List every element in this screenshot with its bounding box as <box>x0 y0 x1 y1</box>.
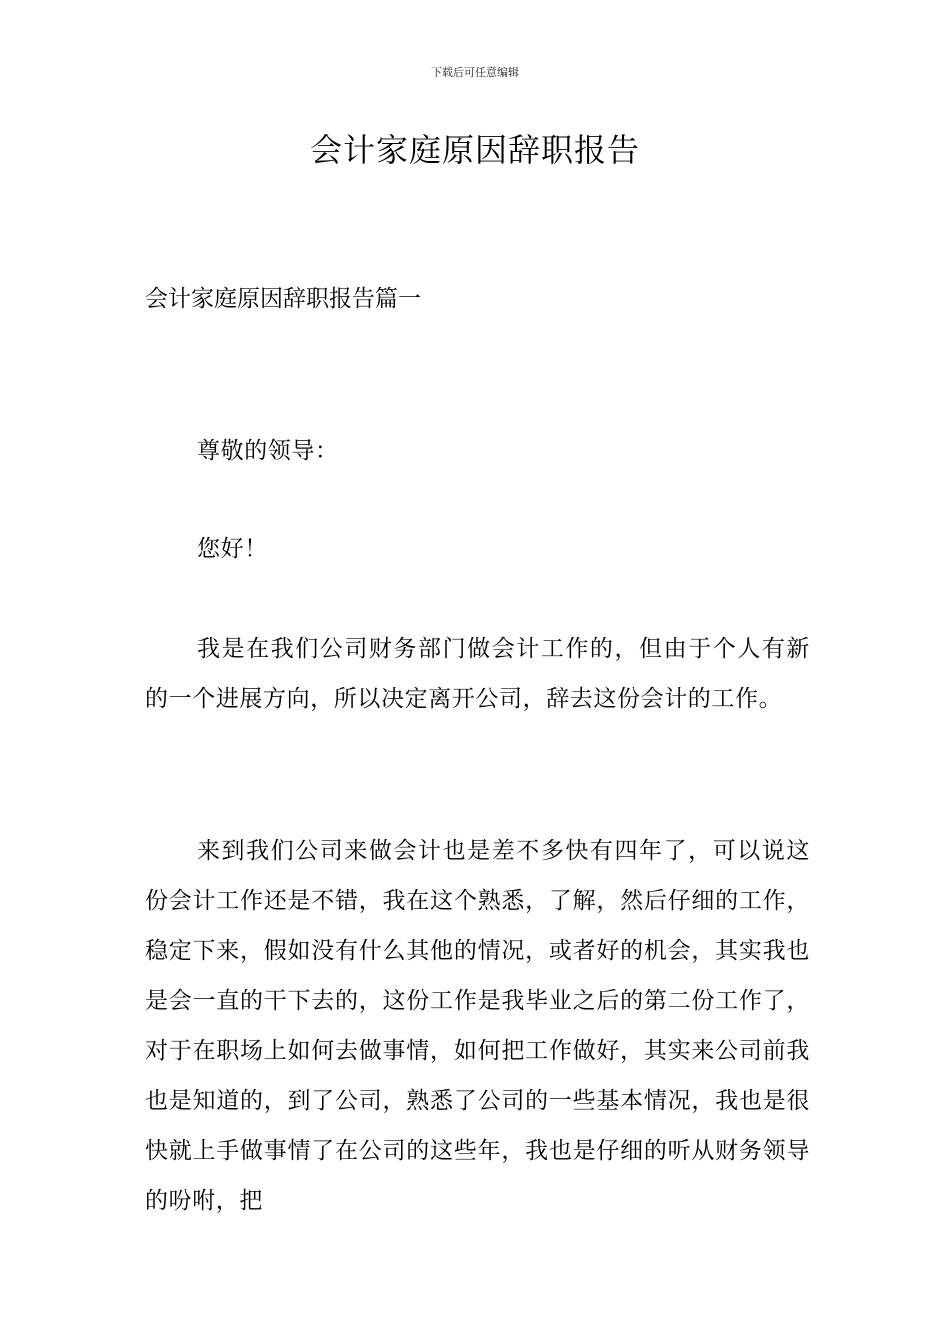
body-paragraph-2: 来到我们公司来做会计也是差不多快有四年了，可以说这份会计工作还是不错，我在这个熟悉，了解，然后仔细的工作，稳定下来，假如没有什么其他的情况，或者好的机会，其实我也是会一直的干下去的，这份工作是我毕业之后的第二份工作了，对于在职场上如何去做事情，如何把工作做好，其实来公司前我也是知道的，到了公司，熟悉了公司的一些基本情况，我也是很快就上手做事情了在公司的这些年，我也是仔细的听从财务领导的吩咐，把 <box>145 838 810 1214</box>
section-heading: 会计家庭原因辞职报告篇一 <box>145 286 421 312</box>
greeting: 您好！ <box>197 536 268 562</box>
header-note: 下载后可任意编辑 <box>431 66 519 79</box>
body-paragraph-1: 我是在我们公司财务部门做会计工作的，但由于个人有新的一个进展方向，所以决定离开公司，辞去这份会计的工作。 <box>145 636 810 712</box>
salutation: 尊敬的领导： <box>197 438 339 464</box>
document-title: 会计家庭原因辞职报告 <box>309 131 640 169</box>
